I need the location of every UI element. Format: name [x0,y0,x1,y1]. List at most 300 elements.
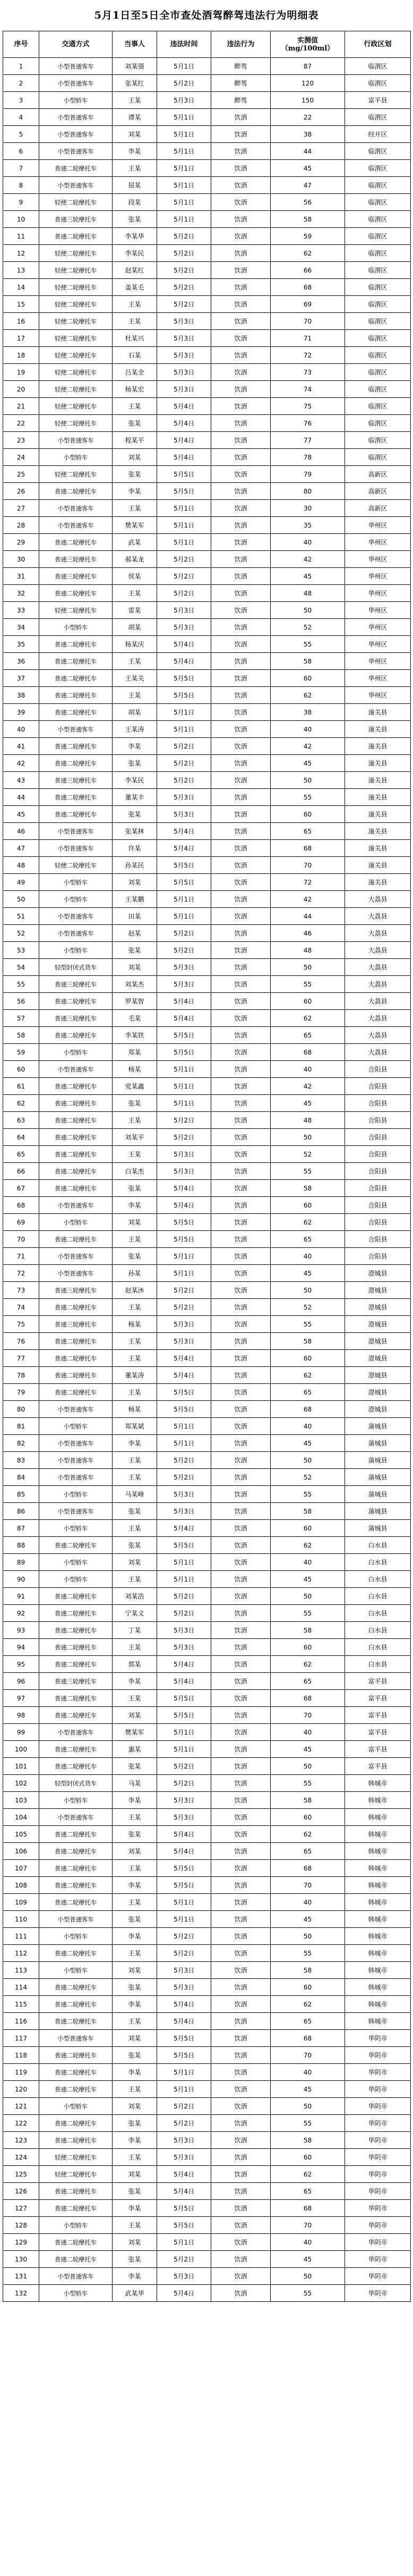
cell-district: 潼关县 [345,840,411,857]
cell-seq: 14 [3,279,39,296]
cell-seq: 10 [3,211,39,228]
cell-behavior: 饮酒 [211,602,271,619]
cell-seq: 78 [3,1367,39,1384]
cell-mode: 小型普通客车 [39,1503,113,1520]
cell-value: 76 [271,415,345,432]
table-row [3,211,411,228]
cell-value: 55 [271,1486,345,1503]
cell-value: 40 [271,1061,345,1078]
cell-mode: 小型普通客车 [39,1911,113,1928]
cell-district: 蒲城县 [345,1435,411,1452]
cell-district: 合阳县 [345,1112,411,1129]
cell-seq: 82 [3,1435,39,1452]
cell-seq: 63 [3,1112,39,1129]
table-row [3,1316,411,1333]
cell-district: 大荔县 [345,908,411,925]
cell-district: 华州区 [345,568,411,585]
cell-behavior: 饮酒 [211,330,271,347]
cell-seq: 27 [3,500,39,517]
cell-mode: 小型普通客车 [39,2268,113,2285]
cell-time: 5月5日 [157,1027,211,1044]
cell-time: 5月3日 [157,976,211,993]
table-row [3,1129,411,1146]
cell-behavior: 饮酒 [211,1503,271,1520]
cell-value: 60 [271,1350,345,1367]
cell-person: 段某 [113,194,157,211]
cell-mode: 轻型封闭式货车 [39,959,113,976]
cell-seq: 96 [3,1673,39,1690]
cell-value: 55 [271,1163,345,1180]
cell-person: 石某 [113,347,157,364]
cell-mode: 普通二轮摩托车 [39,1350,113,1367]
table-row [3,1758,411,1775]
cell-mode: 普通三轮摩托车 [39,976,113,993]
cell-person: 王某 [113,1146,157,1163]
cell-value: 58 [271,1503,345,1520]
cell-seq: 124 [3,2149,39,2166]
cell-person: 李某 [113,1877,157,1894]
cell-seq: 49 [3,874,39,891]
cell-seq: 112 [3,1945,39,1962]
table-row [3,1911,411,1928]
cell-time: 5月1日 [157,500,211,517]
cell-district: 白水县 [345,1571,411,1588]
cell-mode: 普通二轮摩托车 [39,2234,113,2251]
cell-mode: 普通三轮摩托车 [39,1316,113,1333]
cell-value: 60 [271,1639,345,1656]
cell-value: 68 [271,279,345,296]
cell-time: 5月2日 [157,1928,211,1945]
cell-value: 68 [271,1401,345,1418]
table-row [3,126,411,143]
cell-district: 华州区 [345,636,411,653]
cell-behavior: 饮酒 [211,1231,271,1248]
cell-person: 张某 [113,2183,157,2200]
cell-behavior: 饮酒 [211,432,271,449]
cell-seq: 125 [3,2166,39,2183]
cell-person: 董某涛 [113,1367,157,1384]
cell-seq: 59 [3,1044,39,1061]
cell-person: 刘某 [113,1843,157,1860]
cell-behavior: 饮酒 [211,1163,271,1180]
cell-value: 78 [271,449,345,466]
table-row [3,1010,411,1027]
cell-district: 富平县 [345,1673,411,1690]
cell-value: 55 [271,2115,345,2132]
cell-seq: 128 [3,2217,39,2234]
cell-district: 潼关县 [345,857,411,874]
cell-mode: 普通二轮摩托车 [39,1078,113,1095]
cell-time: 5月2日 [157,262,211,279]
cell-time: 5月5日 [157,2030,211,2047]
cell-person: 张某红 [113,75,157,92]
cell-seq: 9 [3,194,39,211]
cell-time: 5月1日 [157,1554,211,1571]
cell-person: 杜某兴 [113,330,157,347]
cell-district: 临渭区 [345,262,411,279]
cell-time: 5月2日 [157,1588,211,1605]
cell-time: 5月3日 [157,2132,211,2149]
cell-person: 张某 [113,2115,157,2132]
cell-value: 48 [271,942,345,959]
cell-time: 5月5日 [157,1384,211,1401]
table-row [3,1350,411,1367]
cell-seq: 46 [3,823,39,840]
cell-behavior: 饮酒 [211,2217,271,2234]
cell-value: 65 [271,1231,345,1248]
cell-value: 42 [271,1078,345,1095]
cell-mode: 普通二轮摩托车 [39,534,113,551]
cell-district: 临渭区 [345,432,411,449]
cell-person: 王某涛 [113,721,157,738]
cell-seq: 126 [3,2183,39,2200]
table-row [3,2166,411,2183]
cell-seq: 104 [3,1809,39,1826]
cell-person: 李某 [113,1435,157,1452]
cell-time: 5月4日 [157,1350,211,1367]
cell-district: 白水县 [345,1605,411,1622]
cell-mode: 普通三轮摩托车 [39,1282,113,1299]
cell-seq: 68 [3,1197,39,1214]
cell-seq: 99 [3,1724,39,1741]
cell-behavior: 饮酒 [211,1690,271,1707]
cell-seq: 19 [3,364,39,381]
cell-district: 大荔县 [345,1010,411,1027]
table-row [3,1095,411,1112]
cell-seq: 93 [3,1622,39,1639]
cell-behavior: 饮酒 [211,1741,271,1758]
cell-district: 韩城市 [345,2013,411,2030]
table-row [3,1826,411,1843]
cell-seq: 42 [3,755,39,772]
cell-value: 50 [271,1282,345,1299]
cell-district: 华州区 [345,670,411,687]
table-row [3,381,411,398]
table-row [3,993,411,1010]
cell-behavior: 饮酒 [211,1027,271,1044]
table-row [3,1044,411,1061]
cell-behavior: 饮酒 [211,755,271,772]
header-behavior: 违法行为 [211,31,271,58]
cell-person: 孙某 [113,1265,157,1282]
cell-time: 5月2日 [157,1129,211,1146]
cell-district: 临渭区 [345,313,411,330]
cell-seq: 109 [3,1894,39,1911]
cell-value: 60 [271,993,345,1010]
cell-behavior: 饮酒 [211,1095,271,1112]
cell-person: 屈某 [113,177,157,194]
cell-behavior: 饮酒 [211,1877,271,1894]
cell-time: 5月1日 [157,1061,211,1078]
cell-behavior: 饮酒 [211,1996,271,2013]
cell-mode: 普通二轮摩托车 [39,2013,113,2030]
cell-person: 胡某 [113,704,157,721]
cell-behavior: 饮酒 [211,551,271,568]
cell-value: 47 [271,177,345,194]
cell-time: 5月5日 [157,1214,211,1231]
cell-value: 40 [271,534,345,551]
cell-behavior: 饮酒 [211,891,271,908]
table-row [3,602,411,619]
cell-behavior: 饮酒 [211,228,271,245]
table-row [3,874,411,891]
cell-mode: 普通二轮摩托车 [39,806,113,823]
cell-mode: 普通二轮摩托车 [39,2047,113,2064]
cell-district: 大荔县 [345,976,411,993]
cell-value: 73 [271,364,345,381]
cell-time: 5月5日 [157,1044,211,1061]
cell-time: 5月2日 [157,1775,211,1792]
cell-district: 华州区 [345,585,411,602]
cell-seq: 38 [3,687,39,704]
cell-value: 62 [271,1996,345,2013]
cell-value: 60 [271,1809,345,1826]
cell-seq: 111 [3,1928,39,1945]
table-row [3,1418,411,1435]
cell-mode: 小型轿车 [39,1928,113,1945]
cell-value: 74 [271,381,345,398]
cell-behavior: 饮酒 [211,2030,271,2047]
cell-value: 42 [271,891,345,908]
cell-district: 白水县 [345,1537,411,1554]
cell-value: 60 [271,2149,345,2166]
cell-mode: 轻便二轮摩托车 [39,857,113,874]
table-row [3,1435,411,1452]
cell-behavior: 饮酒 [211,2064,271,2081]
cell-mode: 普通二轮摩托车 [39,228,113,245]
cell-value: 50 [271,1452,345,1469]
table-row [3,823,411,840]
cell-behavior: 饮酒 [211,279,271,296]
cell-time: 5月3日 [157,347,211,364]
cell-behavior: 饮酒 [211,1214,271,1231]
cell-behavior: 饮酒 [211,1299,271,1316]
cell-district: 韩城市 [345,1894,411,1911]
cell-mode: 普通二轮摩托车 [39,1656,113,1673]
cell-behavior: 饮酒 [211,704,271,721]
table-row [3,1384,411,1401]
cell-behavior: 饮酒 [211,1843,271,1860]
cell-mode: 轻便二轮摩托车 [39,381,113,398]
cell-mode: 普通二轮摩托车 [39,2200,113,2217]
cell-person: 李某 [113,1197,157,1214]
table-row [3,1775,411,1792]
cell-seq: 18 [3,347,39,364]
table-row [3,534,411,551]
cell-person: 杨某 [113,1061,157,1078]
cell-district: 韩城市 [345,1945,411,1962]
cell-person: 王某 [113,1639,157,1656]
cell-seq: 76 [3,1333,39,1350]
cell-time: 5月3日 [157,1792,211,1809]
cell-mode: 普通二轮摩托车 [39,789,113,806]
cell-behavior: 饮酒 [211,347,271,364]
cell-behavior: 饮酒 [211,1180,271,1197]
cell-district: 华州区 [345,619,411,636]
cell-behavior: 饮酒 [211,959,271,976]
cell-seq: 22 [3,415,39,432]
cell-person: 李某 [113,1928,157,1945]
cell-value: 80 [271,483,345,500]
table-row [3,1690,411,1707]
cell-person: 李某 [113,2200,157,2217]
cell-mode: 普通二轮摩托车 [39,755,113,772]
table-row [3,143,411,160]
cell-person: 李某 [113,143,157,160]
cell-mode: 小型轿车 [39,942,113,959]
table-row [3,1452,411,1469]
cell-time: 5月5日 [157,2200,211,2217]
cell-behavior: 饮酒 [211,262,271,279]
cell-mode: 小型普通客车 [39,1265,113,1282]
cell-mode: 普通二轮摩托车 [39,585,113,602]
cell-district: 蒲城县 [345,1503,411,1520]
cell-person: 刘某 [113,959,157,976]
cell-mode: 小型普通客车 [39,925,113,942]
cell-mode: 普通二轮摩托车 [39,993,113,1010]
cell-time: 5月3日 [157,2268,211,2285]
cell-value: 45 [271,1911,345,1928]
cell-time: 5月2日 [157,755,211,772]
cell-value: 46 [271,925,345,942]
cell-behavior: 饮酒 [211,534,271,551]
table-row [3,2030,411,2047]
cell-district: 华阴市 [345,2081,411,2098]
cell-mode: 小型轿车 [39,1214,113,1231]
cell-behavior: 饮酒 [211,1197,271,1214]
cell-mode: 轻便二轮摩托车 [39,347,113,364]
cell-value: 77 [271,432,345,449]
table-row [3,2081,411,2098]
cell-person: 刘某浩 [113,1588,157,1605]
table-row [3,1163,411,1180]
cell-value: 45 [271,568,345,585]
cell-seq: 5 [3,126,39,143]
cell-person: 张某 [113,211,157,228]
cell-person: 王某 [113,1333,157,1350]
cell-person: 盖某毛 [113,279,157,296]
cell-time: 5月4日 [157,1656,211,1673]
cell-behavior: 饮酒 [211,840,271,857]
cell-seq: 3 [3,92,39,109]
cell-seq: 102 [3,1775,39,1792]
table-row [3,194,411,211]
cell-value: 38 [271,126,345,143]
table-row [3,908,411,925]
cell-behavior: 饮酒 [211,2251,271,2268]
cell-mode: 普通二轮摩托车 [39,1112,113,1129]
cell-person: 党某鑫 [113,1078,157,1095]
table-row [3,1554,411,1571]
cell-seq: 32 [3,585,39,602]
cell-mode: 小型普通客车 [39,1809,113,1826]
cell-mode: 普通二轮摩托车 [39,1095,113,1112]
cell-time: 5月2日 [157,1469,211,1486]
cell-behavior: 饮酒 [211,857,271,874]
document-title: 5月1日至5日全市查处酒驾醉驾违法行为明细表 [94,10,319,21]
cell-behavior: 饮酒 [211,806,271,823]
cell-mode: 小型普通客车 [39,109,113,126]
cell-behavior: 饮酒 [211,1656,271,1673]
table-row [3,483,411,500]
table-row [3,2013,411,2030]
cell-mode: 小型普通客车 [39,908,113,925]
cell-time: 5月1日 [157,143,211,160]
cell-seq: 71 [3,1248,39,1265]
cell-value: 60 [271,670,345,687]
cell-person: 刘某 [113,2166,157,2183]
cell-time: 5月3日 [157,789,211,806]
cell-behavior: 饮酒 [211,160,271,177]
cell-district: 临渭区 [345,347,411,364]
cell-time: 5月5日 [157,2217,211,2234]
cell-person: 王某 [113,160,157,177]
cell-mode: 普通二轮摩托车 [39,2081,113,2098]
cell-mode: 小型轿车 [39,1792,113,1809]
table-row [3,449,411,466]
cell-mode: 普通三轮摩托车 [39,551,113,568]
cell-person: 刘某强 [113,58,157,75]
cell-seq: 91 [3,1588,39,1605]
table-row [3,517,411,534]
cell-seq: 87 [3,1520,39,1537]
cell-value: 60 [271,1979,345,1996]
cell-district: 蒲城县 [345,1452,411,1469]
cell-behavior: 饮酒 [211,1384,271,1401]
cell-value: 60 [271,1197,345,1214]
table-row [3,959,411,976]
cell-value: 44 [271,908,345,925]
table-row [3,755,411,772]
cell-value: 68 [271,1860,345,1877]
cell-mode: 普通二轮摩托车 [39,1877,113,1894]
table-row [3,585,411,602]
cell-behavior: 饮酒 [211,568,271,585]
cell-time: 5月1日 [157,1435,211,1452]
cell-behavior: 醉驾 [211,58,271,75]
cell-seq: 94 [3,1639,39,1656]
table-row [3,1979,411,1996]
cell-seq: 86 [3,1503,39,1520]
table-row [3,2064,411,2081]
cell-mode: 普通二轮摩托车 [39,1146,113,1163]
cell-behavior: 饮酒 [211,619,271,636]
cell-mode: 小型普通客车 [39,75,113,92]
cell-person: 郑某 [113,1044,157,1061]
cell-time: 5月1日 [157,1741,211,1758]
cell-mode: 普通二轮摩托车 [39,1333,113,1350]
cell-person: 许某 [113,840,157,857]
table-row [3,1809,411,1826]
cell-mode: 普通三轮摩托车 [39,211,113,228]
cell-time: 5月5日 [157,1860,211,1877]
cell-mode: 轻便二轮摩托车 [39,313,113,330]
cell-seq: 23 [3,432,39,449]
cell-behavior: 饮酒 [211,2285,271,2302]
cell-mode: 普通二轮摩托车 [39,1826,113,1843]
cell-behavior: 饮酒 [211,1044,271,1061]
cell-seq: 50 [3,891,39,908]
cell-person: 王某 [113,687,157,704]
cell-district: 合阳县 [345,1095,411,1112]
cell-district: 白水县 [345,1639,411,1656]
cell-mode: 轻便二轮摩托车 [39,364,113,381]
cell-seq: 33 [3,602,39,619]
cell-district: 合阳县 [345,1146,411,1163]
table-row [3,1333,411,1350]
cell-behavior: 饮酒 [211,1367,271,1384]
cell-person: 樊某军 [113,517,157,534]
